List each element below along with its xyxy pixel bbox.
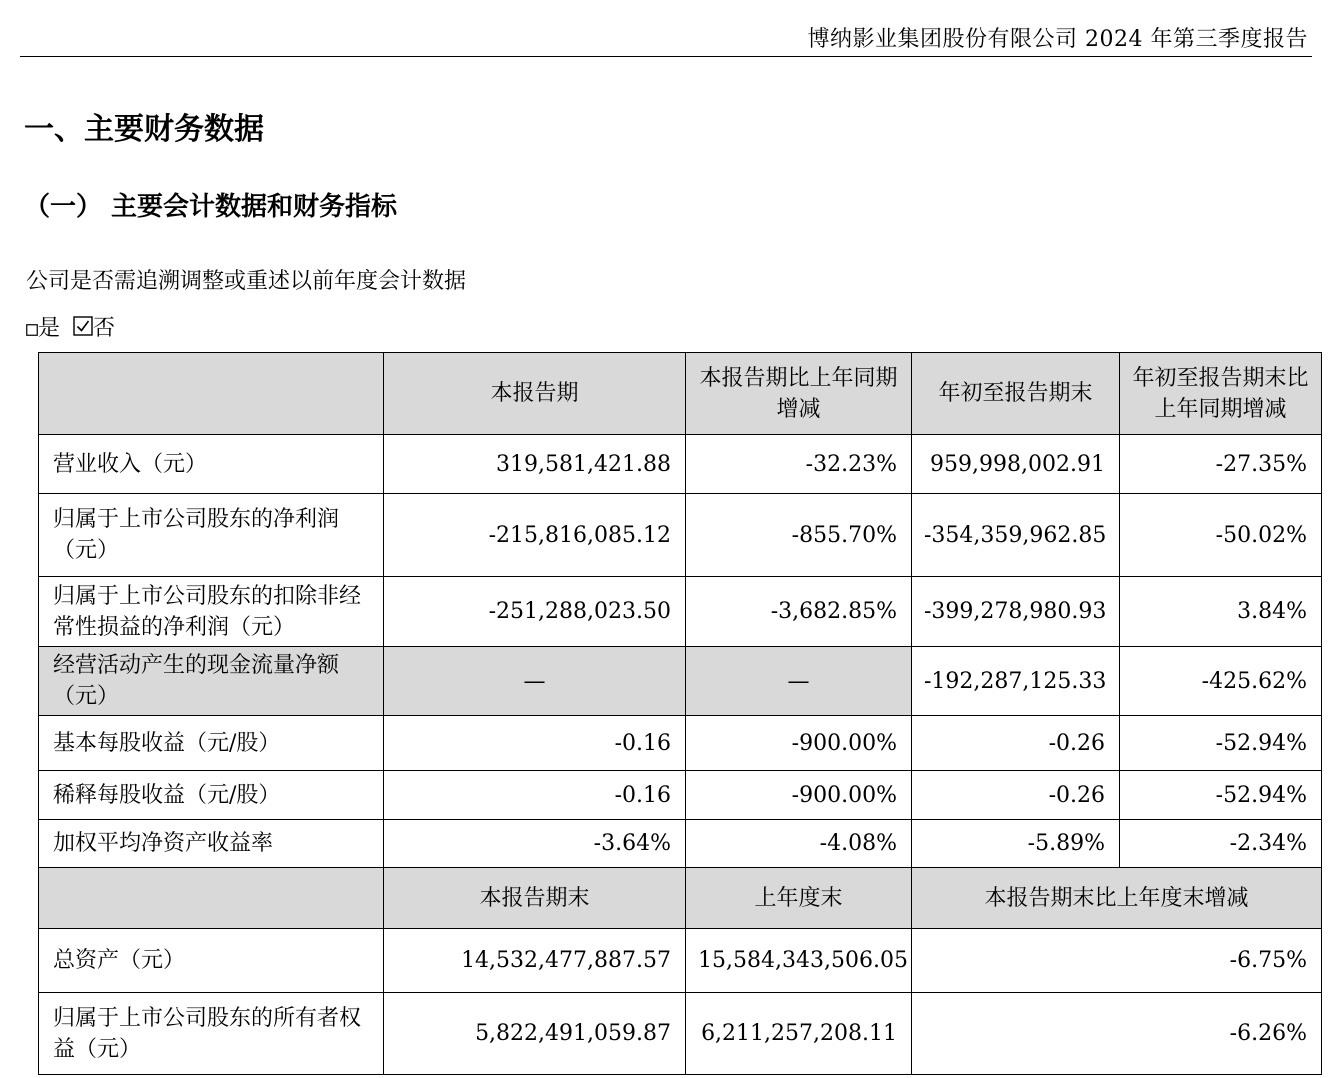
cell-value: -6.75% — [912, 929, 1322, 993]
cell-value: -32.23% — [686, 435, 912, 494]
cell-value: -6.26% — [912, 993, 1322, 1075]
option-yes-label: 是 — [38, 316, 61, 341]
cell-value: -27.35% — [1120, 435, 1322, 494]
cell-value: -52.94% — [1120, 716, 1322, 771]
table-row — [39, 820, 1322, 868]
restatement-options — [26, 311, 115, 342]
cell-value: -425.62% — [1120, 647, 1322, 716]
col-header-prior-year-end: 上年度末 — [686, 868, 912, 929]
row-label: 归属于上市公司股东的扣除非经常性损益的净利润（元） — [39, 577, 384, 647]
cell-value: -0.26 — [912, 771, 1120, 820]
cell-value: 959,998,002.91 — [912, 435, 1120, 494]
col-header-current-period: 本报告期 — [384, 353, 686, 435]
row-label: 营业收入（元） — [39, 435, 384, 494]
cell-value: 5,822,491,059.87 — [384, 993, 686, 1075]
cell-value: -192,287,125.33 — [912, 647, 1120, 716]
row-label: 总资产（元） — [39, 929, 384, 993]
table-row — [39, 771, 1322, 820]
restatement-question: 公司是否需追溯调整或重述以前年度会计数据 — [26, 269, 467, 294]
row-label: 归属于上市公司股东的所有者权益（元） — [39, 993, 384, 1075]
cell-value: -4.08% — [686, 820, 912, 868]
cell-value: -354,359,962.85 — [912, 494, 1120, 577]
col-header-period-end: 本报告期末 — [384, 868, 686, 929]
row-label: 基本每股收益（元/股） — [39, 716, 384, 771]
table-header-row — [39, 353, 1322, 435]
option-no-label: 否 — [93, 316, 116, 341]
cell-value: -3.64% — [384, 820, 686, 868]
financial-data-table — [38, 352, 1322, 1075]
cell-value: -0.16 — [384, 716, 686, 771]
cell-value: — — [686, 647, 912, 716]
cell-value: 319,581,421.88 — [384, 435, 686, 494]
cell-value: -900.00% — [686, 716, 912, 771]
cell-value: -855.70% — [686, 494, 912, 577]
cell-value: -0.26 — [912, 716, 1120, 771]
table-row — [39, 647, 1322, 716]
report-header-title: 博纳影业集团股份有限公司 2024 年第三季度报告 — [807, 27, 1308, 52]
col-header-change-vs-prior-year-end: 本报告期末比上年度末增减 — [912, 868, 1322, 929]
col-header-current-yoy: 本报告期比上年同期增减 — [686, 353, 912, 435]
cell-value: -52.94% — [1120, 771, 1322, 820]
section-title: 一、主要财务数据 — [24, 112, 264, 147]
cell-value: 6,211,257,208.11 — [686, 993, 912, 1075]
cell-value: -5.89% — [912, 820, 1120, 868]
cell-value: -900.00% — [686, 771, 912, 820]
col-header-ytd-yoy: 年初至报告期末比上年同期增减 — [1120, 353, 1322, 435]
cell-value: -50.02% — [1120, 494, 1322, 577]
cell-value: 15,584,343,506.05 — [686, 929, 912, 993]
cell-value: -3,682.85% — [686, 577, 912, 647]
cell-value: 3.84% — [1120, 577, 1322, 647]
cell-value: -0.16 — [384, 771, 686, 820]
table-row — [39, 577, 1322, 647]
table-row — [39, 435, 1322, 494]
subsection-title: （一） 主要会计数据和财务指标 — [24, 192, 398, 222]
row-label: 加权平均净资产收益率 — [39, 820, 384, 868]
col-header-ytd: 年初至报告期末 — [912, 353, 1120, 435]
table-header-row-2 — [39, 868, 1322, 929]
cell-value: -251,288,023.50 — [384, 577, 686, 647]
table-row — [39, 993, 1322, 1075]
table-row — [39, 494, 1322, 577]
table-row — [39, 716, 1322, 771]
row-label: 稀释每股收益（元/股） — [39, 771, 384, 820]
table-row — [39, 929, 1322, 993]
checked-box-icon — [73, 316, 93, 342]
cell-value: — — [384, 647, 686, 716]
header-empty-cell — [39, 868, 384, 929]
cell-value: -399,278,980.93 — [912, 577, 1120, 647]
cell-value: -215,816,085.12 — [384, 494, 686, 577]
row-label: 经营活动产生的现金流量净额（元） — [39, 647, 384, 716]
header-empty-cell — [39, 353, 384, 435]
cell-value: 14,532,477,887.57 — [384, 929, 686, 993]
row-label: 归属于上市公司股东的净利润（元） — [39, 494, 384, 577]
unchecked-box-icon — [26, 317, 38, 342]
cell-value: -2.34% — [1120, 820, 1322, 868]
header-divider — [20, 56, 1312, 57]
